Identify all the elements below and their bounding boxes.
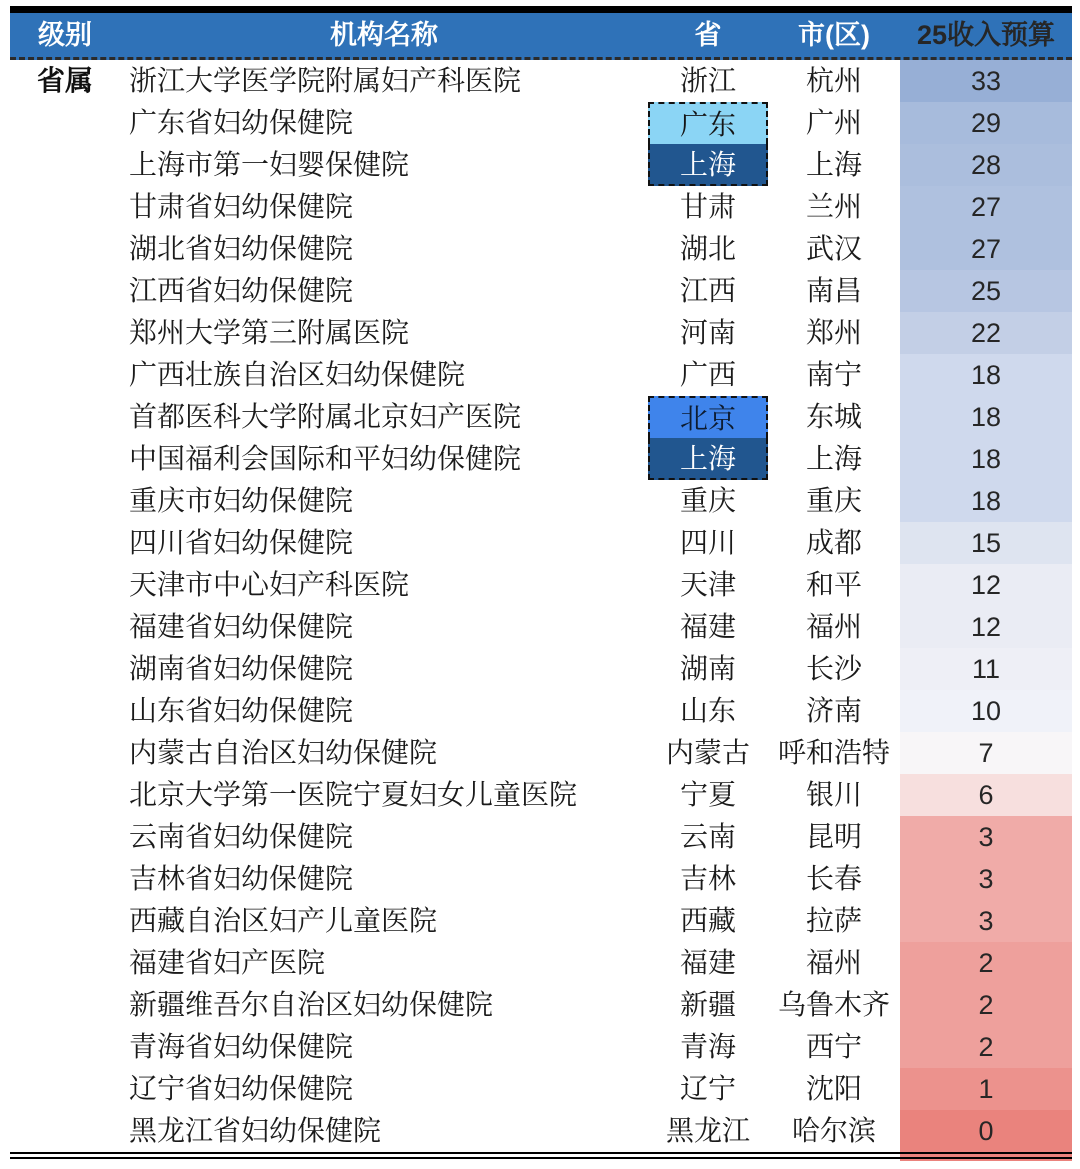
cell-institution-name[interactable]: 青海省妇幼保健院 [129,1031,354,1062]
cell-budget-value[interactable]: 15 [900,522,1072,564]
table-row [10,144,1072,186]
cell-institution-name[interactable]: 新疆维吾尔自治区妇幼保健院 [129,989,494,1020]
table-row [10,102,1072,144]
cell-level [10,984,120,1026]
cell-budget-value[interactable]: 22 [900,312,1072,354]
cell-province[interactable]: 重庆 [679,485,736,516]
budget-table [10,6,1072,1159]
cell-budget-value[interactable]: 12 [900,606,1072,648]
cell-institution-name[interactable]: 江西省妇幼保健院 [129,275,354,306]
cell-level[interactable]: 省属 [36,65,93,96]
table-row [10,354,1072,396]
table-row [10,312,1072,354]
table-row [10,816,1072,858]
cell-province[interactable]: 吉林 [679,863,736,894]
cell-level [10,858,120,900]
cell-budget-value[interactable]: 28 [900,144,1072,186]
table-row [10,186,1072,228]
cell-level [10,480,120,522]
cell-institution-name[interactable]: 北京大学第一医院宁夏妇女儿童医院 [129,779,578,810]
header-level[interactable]: 级别 [38,20,92,50]
table-row [10,522,1072,564]
cell-level [10,438,120,480]
cell-province[interactable]: 青海 [679,1031,736,1062]
cell-city[interactable]: 广州 [805,107,862,138]
cell-province-selected[interactable]: 广东 [648,102,768,144]
cell-institution-name[interactable]: 重庆市妇幼保健院 [129,485,354,516]
cell-budget-value[interactable]: 2 [900,942,1072,984]
table-row [10,564,1072,606]
cell-city[interactable]: 福州 [805,947,862,978]
header-province[interactable]: 省 [694,20,722,50]
cell-institution-name[interactable]: 郑州大学第三附属医院 [129,317,410,348]
cell-province[interactable]: 河南 [679,317,736,348]
cell-city[interactable]: 呼和浩特 [777,737,890,768]
cell-city[interactable]: 乌鲁木齐 [777,989,890,1020]
cell-city[interactable]: 福州 [805,611,862,642]
cell-institution-name[interactable]: 辽宁省妇幼保健院 [129,1073,354,1104]
cell-province[interactable]: 湖北 [679,233,736,264]
cell-province[interactable]: 西藏 [679,905,736,936]
cell-institution-name[interactable]: 天津市中心妇产科医院 [129,569,410,600]
cell-province[interactable]: 云南 [679,821,736,852]
cell-city[interactable]: 济南 [805,695,862,726]
cell-province[interactable]: 新疆 [679,989,736,1020]
cell-city[interactable]: 武汉 [805,233,862,264]
cell-budget-value[interactable]: 33 [900,60,1072,102]
cell-city[interactable]: 银川 [805,779,862,810]
cell-institution-name[interactable]: 甘肃省妇幼保健院 [129,191,354,222]
cell-institution-name[interactable]: 吉林省妇幼保健院 [129,863,354,894]
cell-institution-name[interactable]: 湖北省妇幼保健院 [129,233,354,264]
cell-budget-value[interactable]: 3 [900,816,1072,858]
cell-institution-name[interactable]: 黑龙江省妇幼保健院 [129,1115,382,1146]
table-row [10,1110,1072,1152]
cell-province-selected[interactable]: 北京 [648,396,768,438]
cell-province[interactable]: 天津 [679,569,736,600]
cell-level [10,1068,120,1110]
cell-level [10,270,120,312]
cell-city[interactable]: 南宁 [805,359,862,390]
cell-institution-name[interactable]: 内蒙古自治区妇幼保健院 [129,737,438,768]
cell-province[interactable]: 山东 [679,695,736,726]
cell-budget-value[interactable]: 18 [900,480,1072,522]
cell-province[interactable]: 宁夏 [679,779,736,810]
cell-city[interactable]: 郑州 [805,317,862,348]
header-budget-2025[interactable]: 25收入预算 [916,20,1056,50]
cell-level [10,564,120,606]
cell-level [10,102,120,144]
cell-province-selected[interactable]: 上海 [648,438,768,480]
cell-institution-name[interactable]: 福建省妇产医院 [129,947,326,978]
cell-province[interactable]: 甘肃 [679,191,736,222]
cell-province[interactable]: 福建 [679,947,736,978]
header-institution-name[interactable]: 机构名称 [330,20,438,50]
cell-city[interactable]: 西宁 [805,1031,862,1062]
cell-level [10,144,120,186]
cell-institution-name[interactable]: 浙江大学医学院附属妇产科医院 [129,65,522,96]
cell-province[interactable]: 内蒙古 [665,737,750,768]
cell-budget-value[interactable]: 11 [900,648,1072,690]
cell-level [10,1026,120,1068]
cell-budget-value[interactable]: 0 [900,1110,1072,1152]
cell-province[interactable]: 黑龙江 [665,1115,750,1146]
table-row [10,438,1072,480]
cell-level [10,732,120,774]
table-row [10,690,1072,732]
cell-budget-value[interactable]: 2 [900,1026,1072,1068]
cell-budget-value[interactable]: 18 [900,396,1072,438]
cell-level [10,312,120,354]
cell-institution-name[interactable]: 西藏自治区妇产儿童医院 [129,905,438,936]
cell-level [10,690,120,732]
cell-level [10,606,120,648]
cell-budget-value[interactable]: 1 [900,1068,1072,1110]
table-row [10,1068,1072,1110]
table-row [10,984,1072,1026]
cell-institution-name[interactable]: 首都医科大学附属北京妇产医院 [129,401,522,432]
cell-budget-value[interactable]: 6 [900,774,1072,816]
cell-province[interactable]: 浙江 [679,65,736,96]
cell-city[interactable]: 兰州 [805,191,862,222]
cell-province[interactable]: 福建 [679,611,736,642]
cell-city[interactable]: 成都 [805,527,862,558]
cell-level [10,1110,120,1152]
table-row [10,228,1072,270]
cell-city[interactable]: 拉萨 [805,905,862,936]
cell-city[interactable]: 长沙 [805,653,862,684]
cell-budget-value[interactable]: 18 [900,438,1072,480]
cell-city[interactable]: 长春 [805,863,862,894]
cell-level [10,648,120,690]
cell-institution-name[interactable]: 四川省妇幼保健院 [129,527,354,558]
cell-budget-value[interactable]: 10 [900,690,1072,732]
cell-level [10,774,120,816]
cell-budget-value[interactable]: 27 [900,228,1072,270]
cell-level [10,228,120,270]
cell-budget-value[interactable]: 3 [900,900,1072,942]
cell-budget-value[interactable]: 29 [900,102,1072,144]
cell-city[interactable]: 哈尔滨 [791,1115,876,1146]
cell-institution-name[interactable]: 上海市第一妇婴保健院 [129,149,410,180]
table-row [10,774,1072,816]
cell-level [10,186,120,228]
cell-level [10,900,120,942]
cell-institution-name[interactable]: 山东省妇幼保健院 [129,695,354,726]
table-bottom-double-rule [10,1152,1072,1159]
cell-institution-name[interactable]: 广西壮族自治区妇幼保健院 [129,359,466,390]
cell-budget-value[interactable]: 25 [900,270,1072,312]
cell-institution-name[interactable]: 湖南省妇幼保健院 [129,653,354,684]
cell-level [10,354,120,396]
cell-city[interactable]: 上海 [805,149,862,180]
cell-city[interactable]: 上海 [805,443,862,474]
table-row [10,942,1072,984]
cell-city[interactable]: 沈阳 [805,1073,862,1104]
table-row [10,60,1072,102]
cell-budget-value[interactable]: 2 [900,984,1072,1026]
table-body [10,60,1072,1152]
cell-institution-name[interactable]: 中国福利会国际和平妇幼保健院 [129,443,522,474]
table-row [10,858,1072,900]
cell-budget-value[interactable]: 7 [900,732,1072,774]
cell-level [10,522,120,564]
cell-budget-value[interactable]: 18 [900,354,1072,396]
cell-budget-value[interactable]: 27 [900,186,1072,228]
cell-city[interactable]: 杭州 [805,65,862,96]
cell-city[interactable]: 东城 [805,401,862,432]
table-row [10,1026,1072,1068]
cell-province[interactable]: 四川 [679,527,736,558]
cell-institution-name[interactable]: 云南省妇幼保健院 [129,821,354,852]
header-city[interactable]: 市(区) [798,20,870,50]
cell-budget-value[interactable]: 3 [900,858,1072,900]
cell-city[interactable]: 昆明 [805,821,862,852]
cell-level [10,396,120,438]
cell-institution-name[interactable]: 福建省妇幼保健院 [129,611,354,642]
cell-city[interactable]: 和平 [805,569,862,600]
table-header-row [10,13,1072,60]
table-row [10,396,1072,438]
table-top-border [10,6,1072,13]
table-row [10,480,1072,522]
cell-province[interactable]: 湖南 [679,653,736,684]
table-row [10,732,1072,774]
table-row [10,270,1072,312]
cell-city[interactable]: 南昌 [805,275,862,306]
cell-level [10,942,120,984]
cell-city[interactable]: 重庆 [805,485,862,516]
cell-province[interactable]: 江西 [679,275,736,306]
table-row [10,648,1072,690]
table-row [10,606,1072,648]
cell-level [10,816,120,858]
cell-province[interactable]: 广西 [679,359,736,390]
cell-province-selected[interactable]: 上海 [648,144,768,186]
cell-budget-value[interactable]: 12 [900,564,1072,606]
cell-institution-name[interactable]: 广东省妇幼保健院 [129,107,354,138]
table-row [10,900,1072,942]
cell-province[interactable]: 辽宁 [679,1073,736,1104]
